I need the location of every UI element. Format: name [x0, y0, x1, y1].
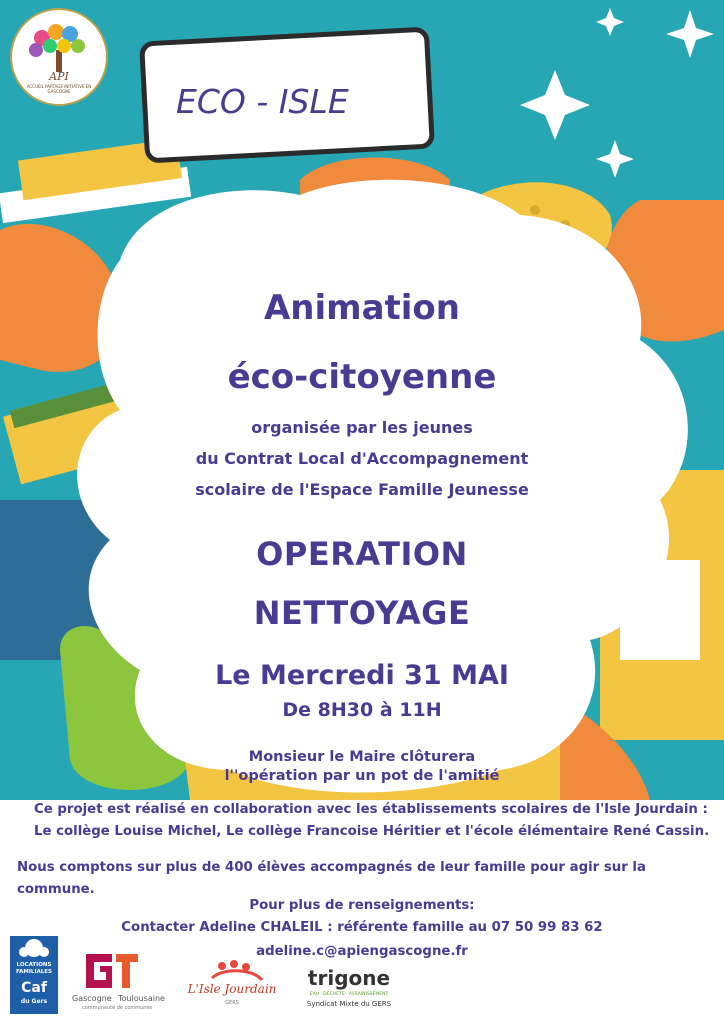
logo-tagline: ACCUEIL PARTAGE INITIATIVE EN GASCOGNE — [26, 84, 92, 94]
contact-person: Contacter Adeline CHALEIL : référente famille au 07 50 99 83 62 — [121, 920, 603, 935]
isle-name: L'Isle Jourdain — [187, 982, 277, 996]
trigone-name: trigone — [307, 966, 391, 990]
operation-line1: OPERATION — [256, 535, 468, 573]
gascogne-toulousaine-logo — [72, 948, 172, 1014]
event-time: De 8H30 à 11H — [282, 699, 442, 721]
event-date: Le Mercredi 31 MAI — [215, 660, 509, 691]
caf-sub: du Gers — [20, 998, 48, 1005]
trigone-line1: EAU · DÉCHETS · ASSAINISSEMENT — [309, 992, 389, 997]
students-line1: Nous comptons sur plus de 400 élèves accompagnés de leur famille pour agir sur la — [17, 860, 646, 875]
gascogne-line2: Toulousaine — [118, 994, 165, 1003]
collaboration-line1: Ce projet est réalisé en collaboration avec les établissements scolaires de l'Isle Jourdain : — [34, 802, 708, 817]
caf-family-icon — [10, 936, 58, 962]
caf-line1: LOCATIONS — [16, 962, 52, 968]
logo-letters: API — [49, 70, 69, 83]
organizer-line1: organisée par les jeunes — [251, 418, 473, 437]
caf-name: Caf — [21, 980, 47, 996]
isle-jourdain-logo — [182, 958, 282, 1014]
students-line2: commune. — [17, 882, 95, 897]
contact-email[interactable]: adeline.c@apiengascogne.fr — [256, 944, 468, 959]
organizer-line3: scolaire de l'Espace Famille Jeunesse — [195, 480, 529, 499]
isle-sub: GERS — [225, 1000, 239, 1006]
gascogne-sub: communauté de communes — [82, 1005, 153, 1011]
gascogne-line1: Gascogne — [72, 994, 112, 1003]
trigone-logo — [300, 966, 398, 1014]
contact-heading: Pour plus de renseignements: — [249, 898, 475, 913]
mayor-note-line1: Monsieur le Maire clôturera — [248, 749, 476, 765]
operation-line2: NETTOYAGE — [253, 594, 471, 632]
trigone-line2: Syndicat Mixte du GERS — [306, 1000, 392, 1008]
caf-logo — [10, 936, 58, 1014]
mayor-note-line2: l''opération par un pot de l'amitié — [224, 768, 500, 784]
collaboration-line2: Le collège Louise Michel, Le collège Francoise Héritier et l'école élémentaire René Cassin. — [34, 824, 710, 839]
event-title-line2: éco-citoyenne — [227, 357, 497, 397]
api-logo — [10, 8, 108, 106]
gt-monogram-icon — [72, 948, 172, 992]
page-title: ECO - ISLE — [176, 82, 349, 121]
organizer-line2: du Contrat Local d'Accompagnement — [195, 449, 529, 468]
event-title-line1: Animation — [263, 288, 460, 328]
caf-line2: FAMILIALES — [16, 969, 52, 975]
